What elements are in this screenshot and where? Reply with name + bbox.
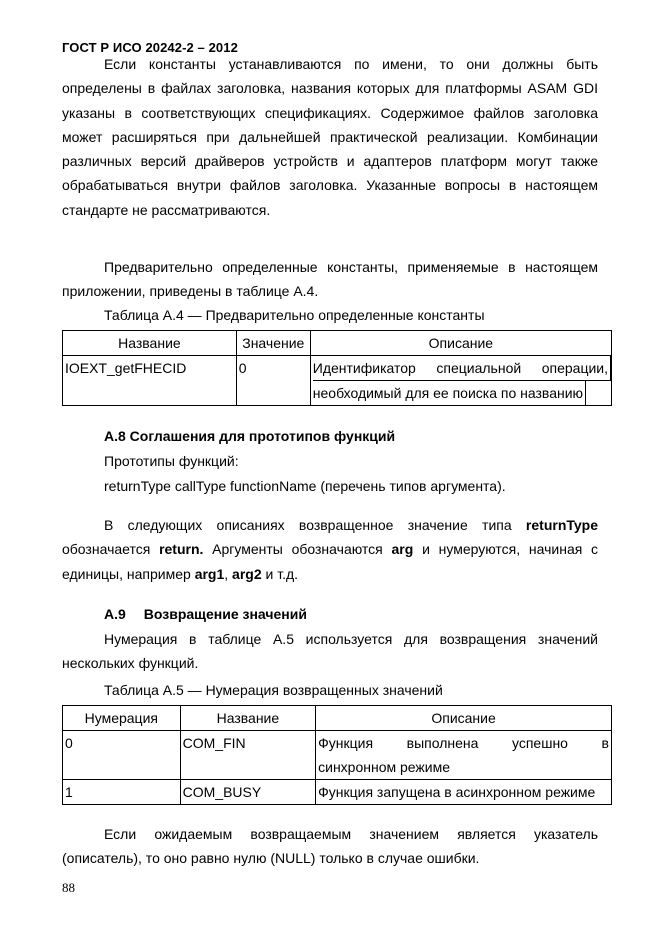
column-header: Название [180,706,316,731]
cell-number: 1 [63,780,181,805]
description-line: необходимый для ее поиска по названию [313,381,586,405]
paragraph-text: Если ожидаемым возвращаемым значением является указатель (описатель), то оно равно нулю (NULL) только в случае ошибки. [62,826,598,867]
section-a8-line2: returnType callType functionName (перечень типов аргумента). [104,478,506,494]
table-row [63,731,612,780]
paragraph-predefined-constants [62,255,598,304]
cell-value: 0 [236,356,310,406]
paragraph-constants-by-name [62,52,598,222]
paragraph-text: Нумерация в таблице А.5 используется для возвращения значений нескольких функций. [62,631,598,672]
table-row [63,780,612,805]
column-header: Название [63,331,237,356]
section-a8-line1: Прототипы функций: [104,453,239,469]
paragraph-return-type: В следующих описаниях возвращенное значение типа returnType обозначается return. Аргументы обозначаются arg и нумеруются, начиная с единицы, например arg1, arg2 и т.д. [62,517,599,582]
paragraph-pointer-null [62,822,598,871]
bold-term: arg1 [194,565,225,582]
column-header: Значение [236,331,310,356]
column-header: Описание [316,706,612,731]
cell-description: Функция запущена в асинхронном режиме [316,780,612,805]
table-header-row [63,706,612,731]
description-line: Идентификатор специальной операции, [313,356,611,381]
cell-description [310,356,611,406]
cell-name: COM_BUSY [180,780,316,805]
page-number: 88 [62,880,75,895]
table-a5 [62,705,612,805]
table-a4-caption: Таблица А.4 — Предварительно определенные константы [104,307,485,323]
paragraph-text: Если константы устанавливаются по имени, то они должны быть определены в файлах заголовка, названия которых для платформы ASAM GDI указаны в соответствующих спецификациях. Содержимое файлов заголовка может расширяться при дальнейшей практической реализации. Комбинации различных версий драйверов устройств и адаптеров платформ могут также обрабатываться внутри файлов заголовка. Указанные вопросы в настоящем стандарте не рассматриваются. [62,56,598,218]
table-a5-caption: Таблица А.5 — Нумерация возвращенных значений [104,682,443,698]
section-a9-heading: А.9 Возвращение значений [104,606,307,622]
bold-term: arg [391,541,414,558]
section-a8-heading: А.8 Соглашения для прототипов функций [104,428,396,444]
table-header-row [63,331,612,356]
description-line: синхронном режиме [318,759,451,775]
table-row [63,356,612,406]
cell-number: 0 [63,731,181,780]
bold-term: arg2 [232,565,262,582]
column-header: Нумерация [63,706,181,731]
cell-name: COM_FIN [180,731,316,780]
column-header: Описание [310,331,611,356]
bold-term: returnType [525,517,599,533]
cell-description [316,731,612,780]
document-header: ГОСТ Р ИСО 20242-2 – 2012 [62,40,238,55]
bold-term: return. [159,541,204,558]
description-line: Функция выполнена успешно в [318,735,609,751]
cell-name: IOEXT_getFHECID [63,356,237,406]
paragraph-text: Предварительно определенные константы, применяемые в настоящем приложении, приведены в таблице А.4. [62,259,598,300]
table-a4 [62,330,612,406]
paragraph-return-values [62,627,598,676]
